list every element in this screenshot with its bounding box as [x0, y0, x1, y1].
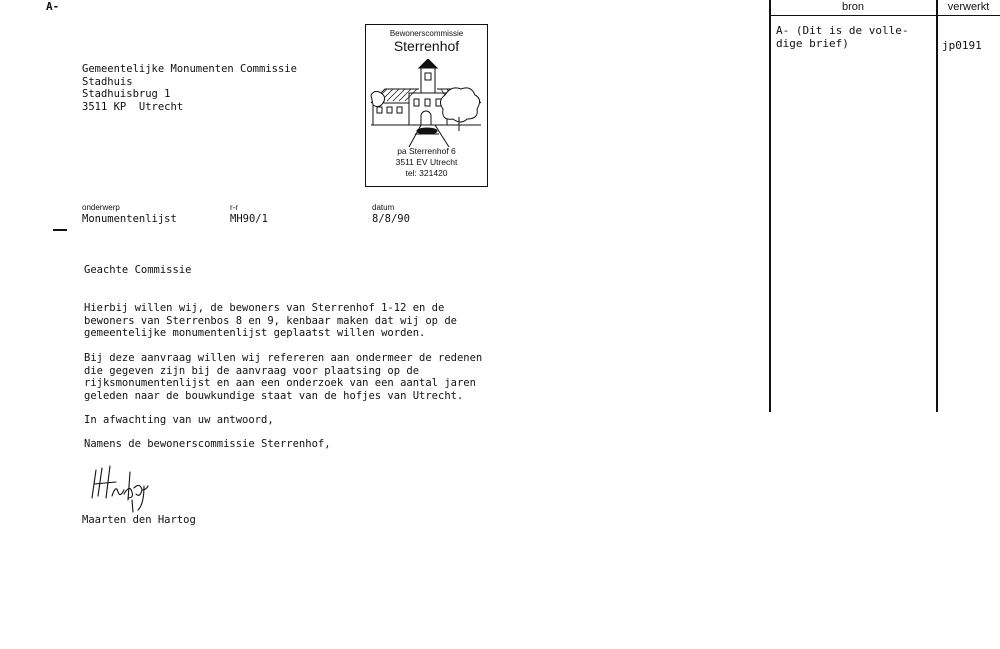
source-line: dige brief)	[776, 37, 849, 50]
paragraph-line: bewoners van Sterrenbos 8 en 9, kenbaar maken dat wij op de	[84, 314, 457, 327]
signer-name: Maarten den Hartog	[82, 514, 196, 526]
address-line: Gemeentelijke Monumenten Commissie	[82, 63, 297, 75]
address-line: Stadhuisbrug 1	[82, 88, 171, 100]
paragraph-line: rijksmonumentenlijst en aan een onderzoek van een aantal jaren	[84, 377, 476, 389]
reference-value: MH90/1	[230, 213, 268, 225]
closing-line: Namens de bewonerscommissie Sterrenhof,	[84, 438, 331, 450]
paragraph-1	[84, 302, 457, 340]
subject-value: Monumentenlijst	[82, 213, 177, 225]
recipient-address	[82, 63, 297, 113]
paragraph-line: geleden naar de bouwkundige staat van de hofjes van Utrecht.	[84, 389, 464, 402]
salutation: Geachte Commissie	[84, 264, 192, 276]
letterhead-logo	[365, 24, 488, 187]
paragraph-line: die gegeven zijn bij de aanvraag voor plaatsing op de	[84, 364, 420, 377]
date-value: 8/8/90	[372, 213, 410, 225]
address-line: Stadhuis	[82, 75, 133, 88]
subject-label: onderwerp	[82, 203, 120, 212]
reference-label: r-r	[230, 203, 238, 212]
closing-line: In afwachting van uw antwoord,	[84, 414, 274, 426]
handwritten-signature-icon	[86, 464, 156, 514]
paragraph-2	[84, 352, 482, 402]
table-border	[769, 0, 771, 412]
paragraph-line: gemeentelijke monumentenlijst geplaatst willen worden.	[84, 327, 426, 339]
column-header-processed: verwerkt	[937, 0, 1000, 16]
paragraph-line: Bij deze aanvraag willen wij refereren aan ondermeer de redenen	[84, 352, 483, 364]
archive-table	[769, 0, 1000, 412]
courtyard-illustration-icon	[369, 59, 485, 147]
logo-title-small: Bewonerscommissie	[389, 29, 464, 38]
logo-address-line: tel: 321420	[405, 168, 448, 178]
source-cell	[776, 24, 908, 50]
address-line: 3511 KP Utrecht	[82, 100, 184, 113]
logo-address-line: pa Sterrenhof 6	[397, 146, 456, 156]
logo-address-line: 3511 EV Utrecht	[395, 157, 458, 167]
logo-title-large: Sterrenhof	[393, 38, 460, 54]
source-line: A- (Dit is de volle-	[776, 24, 909, 37]
column-header-source: bron	[769, 0, 937, 16]
processed-cell: jp0191	[942, 39, 982, 52]
corner-mark: A-	[46, 0, 60, 13]
margin-dash	[53, 229, 67, 231]
paragraph-line: Hierbij willen wij, de bewoners van Sterrenhof 1-12 en de	[84, 302, 445, 314]
table-border	[936, 0, 938, 412]
date-label: datum	[372, 203, 395, 212]
